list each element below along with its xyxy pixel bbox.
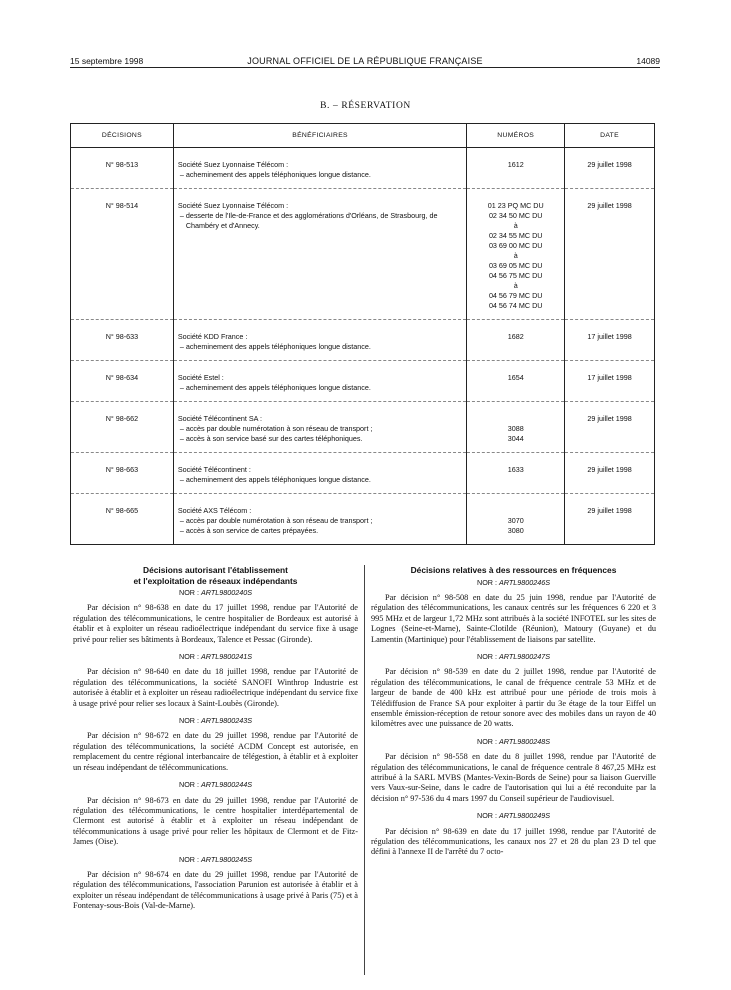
right-decision-list xyxy=(371,578,656,858)
decision-number: N° 98-634 xyxy=(71,361,174,402)
nor-code: ARTL9800245S xyxy=(200,854,252,864)
beneficiary-cell xyxy=(173,453,466,494)
number-value: 03 69 05 MC DU xyxy=(488,261,543,270)
decision-paragraph: Par décision n° 98-639 en date du 17 juillet 1998, rendue par l'Autorité de régulation des télécommunications, les canaux nos 27 et 28 du plan 23 D tel que défini à l'annexe II de l'arrêté du 7 octo- xyxy=(371,826,656,857)
nor-code: ARTL9800241S xyxy=(200,652,252,662)
number-value: 02 34 55 MC DU xyxy=(488,231,543,240)
decision-paragraph: Par décision n° 98-673 en date du 29 juillet 1998, rendue par l'Autorité de régulation des télécommunications, le centre hospitalier interdépartemental de Clermont est autorisé à établir et à exploiter un réseau indépendant de télécommunications à usage privé pour relier les hôpitaux de Clermont et de Fitz-James (Oise). xyxy=(73,795,358,847)
beneficiary-item: – acheminement des appels téléphoniques longue distance. xyxy=(179,170,371,179)
nor-reference xyxy=(73,716,358,726)
table-body xyxy=(71,148,655,545)
left-decision-list xyxy=(73,588,358,912)
beneficiary-cell xyxy=(173,361,466,402)
beneficiary-name: Société Suez Lyonnaise Télécom : xyxy=(177,201,289,210)
number-value: 1612 xyxy=(507,160,524,169)
table-row xyxy=(71,320,655,361)
beneficiary-item: – accès à son service de cartes prépayées. xyxy=(179,526,319,535)
header-date: 15 septembre 1998 xyxy=(70,56,144,66)
table-row xyxy=(71,453,655,494)
nor-reference xyxy=(371,737,656,747)
table-row xyxy=(71,189,655,320)
column-header-numbers: NUMÉROS xyxy=(467,124,565,148)
nor-reference xyxy=(371,652,656,662)
left-title-line-2: et l'exploitation de réseaux indépendants xyxy=(133,575,298,586)
beneficiary-item: – desserte de l'Ile-de-France et des agglomérations d'Orléans, de Strasbourg, de Chambéry et d'Annecy. xyxy=(179,211,438,230)
header-rule xyxy=(70,67,660,68)
beneficiary-item: – acheminement des appels téléphoniques longue distance. xyxy=(179,342,371,351)
nor-reference xyxy=(73,855,358,865)
beneficiary-cell xyxy=(173,320,466,361)
nor-label: NOR : xyxy=(179,588,199,597)
nor-label: NOR : xyxy=(179,780,199,790)
number-value: 1682 xyxy=(507,332,524,341)
decision-paragraph: Par décision n° 98-539 en date du 2 juillet 1998, rendue par l'Autorité de régulation des télécommunications, le canal de fréquence centrale 53 MHz et de largeur de bande de 400 kHz est attribué pour une période de trois mois à Télédiffusion de France SA pour exploiter à partir du 3e étage de la tour Eiffel un ensemble émission-réception de retour sonore avec des mobiles dans un rayon de 40 kilomètres avec une puissance de 20 watts. xyxy=(371,667,656,729)
decision-date: 29 juillet 1998 xyxy=(565,148,655,189)
nor-label: NOR : xyxy=(477,736,497,746)
decision-date: 29 juillet 1998 xyxy=(565,189,655,320)
number-value xyxy=(471,414,560,424)
header-page-number: 14089 xyxy=(636,56,660,66)
numbers-cell xyxy=(467,494,565,545)
nor-reference xyxy=(73,652,358,662)
beneficiary-name: Société Télécontinent : xyxy=(177,465,251,474)
nor-label: NOR : xyxy=(179,854,199,864)
beneficiary-name: Société Suez Lyonnaise Télécom : xyxy=(177,160,289,169)
number-value: à xyxy=(513,221,518,230)
nor-code: ARTL9800248S xyxy=(498,736,550,746)
beneficiary-item: – acheminement des appels téléphoniques longue distance. xyxy=(179,383,371,392)
numbers-cell xyxy=(467,189,565,320)
beneficiary-cell xyxy=(173,494,466,545)
nor-label: NOR : xyxy=(477,651,497,661)
beneficiary-item: – acheminement des appels téléphoniques longue distance. xyxy=(179,475,371,484)
number-value: 02 34 50 MC DU xyxy=(488,211,543,220)
nor-code: ARTL9800247S xyxy=(498,651,550,661)
decision-number: N° 98-663 xyxy=(71,453,174,494)
decision-number: N° 98-514 xyxy=(71,189,174,320)
table-row xyxy=(71,494,655,545)
nor-code: ARTL9800244S xyxy=(200,780,252,790)
table-header-row xyxy=(71,124,655,148)
column-header-beneficiaries: BÉNÉFICIAIRES xyxy=(173,124,466,148)
decision-paragraph: Par décision n° 98-558 en date du 8 juillet 1998, rendue par l'Autorité de régulation des télécommunications, le canal de fréquence centrale 8 467,25 MHz est attribué à la SARL MVBS (Mantes-Vexin-Bords de Seine) pour sa liaison Guerville vers Vaux-sur-Seine, dans le cadre de l'autorisation qui lui a été reconduite par la décision n° 97-536 du 4 mars 1997 du Conseil supérieur de l'audiovisuel. xyxy=(371,752,656,803)
number-value: 03 69 00 MC DU xyxy=(488,241,543,250)
beneficiary-item: – accès par double numérotation à son réseau de transport ; xyxy=(179,516,373,525)
section-title: B. – RÉSERVATION xyxy=(320,101,411,111)
nor-code: ARTL9800246S xyxy=(498,577,550,587)
decision-number: N° 98-662 xyxy=(71,402,174,453)
number-value: 3088 xyxy=(507,424,524,433)
beneficiary-name: Société AXS Télécom : xyxy=(177,506,252,515)
column-header-decisions: DÉCISIONS xyxy=(71,124,174,148)
nor-label: NOR : xyxy=(179,716,199,726)
left-column-title xyxy=(73,565,358,586)
beneficiary-item: – accès à son service basé sur des cartes téléphoniques. xyxy=(179,434,363,443)
table-row xyxy=(71,148,655,189)
table-row xyxy=(71,402,655,453)
beneficiary-name: Société Télécontinent SA : xyxy=(177,414,263,423)
nor-reference xyxy=(73,588,358,598)
beneficiary-name: Société Estel : xyxy=(177,373,224,382)
number-value: à xyxy=(513,281,518,290)
decision-date: 17 juillet 1998 xyxy=(565,361,655,402)
column-header-date: DATE xyxy=(565,124,655,148)
decision-number: N° 98-633 xyxy=(71,320,174,361)
number-value: 01 23 PQ MC DU xyxy=(487,201,544,210)
numbers-cell xyxy=(467,453,565,494)
decision-date: 29 juillet 1998 xyxy=(565,494,655,545)
left-column xyxy=(73,565,358,919)
nor-code: ARTL9800249S xyxy=(498,811,550,821)
number-value: 3070 xyxy=(507,516,524,525)
number-value: 1633 xyxy=(507,465,524,474)
beneficiary-cell xyxy=(173,148,466,189)
decision-date: 29 juillet 1998 xyxy=(565,453,655,494)
decision-number: N° 98-513 xyxy=(71,148,174,189)
header-title: JOURNAL OFFICIEL DE LA RÉPUBLIQUE FRANÇAISE xyxy=(247,56,483,66)
numbers-cell xyxy=(467,320,565,361)
nor-reference xyxy=(371,578,656,588)
beneficiary-name: Société KDD France : xyxy=(177,332,248,341)
decision-number: N° 98-665 xyxy=(71,494,174,545)
nor-code: ARTL9800240S xyxy=(200,588,252,597)
decision-paragraph: Par décision n° 98-638 en date du 17 juillet 1998, rendue par l'Autorité de régulation des télécommunications, le centre hospitalier de Bordeaux est autorisé à établir et à exploiter un réseau radioélectrique indépendant du service fixe à usage privé pour relier ses bâtiments à Bordeaux, Talence et Pessac (Gironde). xyxy=(73,603,358,644)
number-value: 04 56 74 MC DU xyxy=(488,301,543,310)
column-divider xyxy=(364,565,365,975)
number-value: 1654 xyxy=(507,373,524,382)
right-column xyxy=(371,565,656,865)
nor-label: NOR : xyxy=(477,811,497,821)
nor-code: ARTL9800243S xyxy=(200,716,252,726)
decision-date: 17 juillet 1998 xyxy=(565,320,655,361)
decision-paragraph: Par décision n° 98-640 en date du 18 juillet 1998, rendue par l'Autorité de régulation des télécommunications, la société SANOFI Winthrop Industrie est autorisée à établir et à exploiter un réseau radioélectrique indépendant du service fixe à usage privé pour relier ses locaux à Saint-Loubès (Gironde). xyxy=(73,667,358,708)
decision-paragraph: Par décision n° 98-672 en date du 29 juillet 1998, rendue par l'Autorité de régulation des télécommunications, la société ACDM Concept est autorisée, en remplacement du centre régional interbancaire de télégestion, à établir et à exploiter un réseau indépendant de télécommunications. xyxy=(73,731,358,772)
right-column-title: Décisions relatives à des ressources en fréquences xyxy=(410,565,617,575)
nor-label: NOR : xyxy=(477,577,497,587)
numbers-cell xyxy=(467,402,565,453)
nor-reference xyxy=(371,811,656,821)
decision-paragraph: Par décision n° 98-508 en date du 25 juin 1998, rendue par l'Autorité de régulation des télécommunications, les canaux centrés sur les fréquences 6 220 et 3 995 MHz et de largeur 1,72 MHz sont attribués à la société INFOTEL sur les sites de Lognes (Seine-et-Marne), Sainte-Clotilde (Réunion), Matoury (Guyane) et du Lamentin (Martinique) pour l'établissement de liaisons par satellite. xyxy=(371,592,656,644)
reservation-table xyxy=(70,123,655,545)
number-value: à xyxy=(513,251,518,260)
number-value: 04 56 75 MC DU xyxy=(488,271,543,280)
number-value: 3044 xyxy=(507,434,524,443)
left-title-line-1: Décisions autorisant l'établissement xyxy=(143,565,288,575)
beneficiary-cell xyxy=(173,402,466,453)
nor-reference xyxy=(73,780,358,790)
number-value xyxy=(471,506,560,516)
table-row xyxy=(71,361,655,402)
number-value: 04 56 79 MC DU xyxy=(488,291,543,300)
numbers-cell xyxy=(467,148,565,189)
beneficiary-cell xyxy=(173,189,466,320)
numbers-cell xyxy=(467,361,565,402)
nor-label: NOR : xyxy=(179,652,199,662)
beneficiary-item: – accès par double numérotation à son réseau de transport ; xyxy=(179,424,373,433)
decision-date: 29 juillet 1998 xyxy=(565,402,655,453)
decision-paragraph: Par décision n° 98-674 en date du 29 juillet 1998, rendue par l'Autorité de régulation des télécommunications, l'association Parunion est autorisée à établir et à exploiter un réseau indépendant de télécommunications à usage privé à Paris (75) et à Fontenay-sous-Bois (Val-de-Marne). xyxy=(73,869,358,911)
number-value: 3080 xyxy=(507,526,524,535)
